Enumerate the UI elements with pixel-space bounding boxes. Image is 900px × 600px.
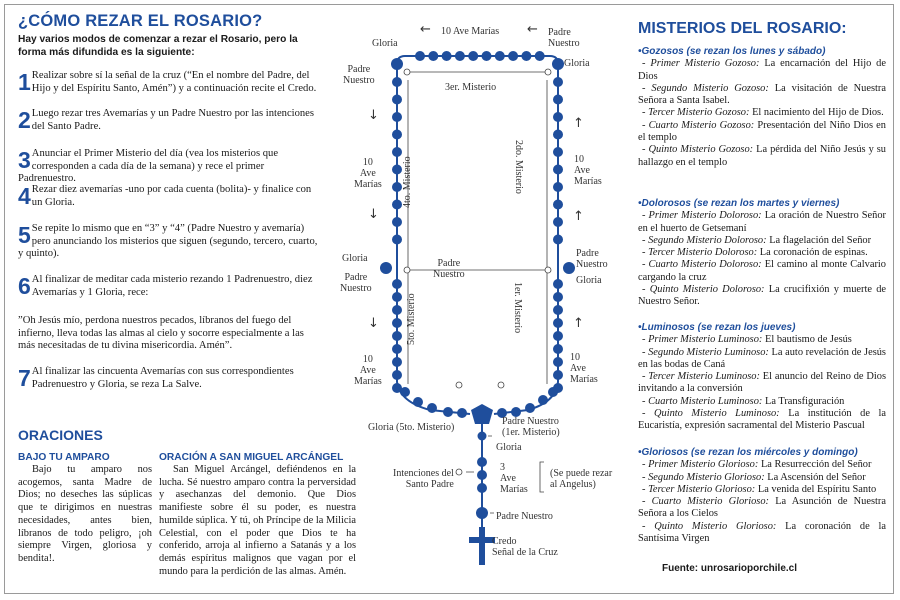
arrow-down-icon: ↓ xyxy=(368,108,379,123)
label-center-padre-nuestro: Padre Nuestro xyxy=(433,258,465,280)
ave-bead xyxy=(477,483,487,493)
label-angelus: (Se puede rezar al Angelus) xyxy=(550,468,613,490)
oraciones-heading: ORACIONES xyxy=(18,427,103,443)
arrow-down-icon: ↓ xyxy=(368,316,379,331)
san-miguel-text: San Miguel Arcángel, defiéndenos en la lucha. Sé nuestro amparo contra la perversidad y asechanzas del demonio. Que Dios manifieste sobre él su poder, es nuestra humilde súplica. Y tú, oh Príncipe de la Milicia Celestial, con el poder que Dios te ha conferido, arroja al infierno a Satanás y a los demás espíritus malignos que vagan por el mundo para la perdición de las almas. Amén. xyxy=(159,464,356,577)
step-text: Anunciar el Primer Misterio del día (vea los misterios que corresponden a cada día de la semana) y rece el primer Padrenuestro. xyxy=(18,148,279,185)
ave-bead xyxy=(392,165,402,175)
misterio-item: - Cuarto Misterio Glorioso: La Asunción de Nuestra Señora a los Cielos xyxy=(638,496,886,520)
ave-bead xyxy=(521,51,531,61)
ave-bead xyxy=(553,147,563,157)
misterios-group xyxy=(638,447,886,545)
label-padre-nuestro: Padre Nuestro xyxy=(340,272,372,294)
ave-bead xyxy=(477,457,487,467)
arrow-left-icon: ← xyxy=(420,22,431,37)
gloria-marker xyxy=(498,382,504,388)
ave-bead xyxy=(553,182,563,192)
label-gloria: Gloria xyxy=(342,253,368,264)
misterio-item: - Quinto Misterio Gozoso: La pérdida del Niño Jesús y su hallazgo en el templo xyxy=(638,144,886,168)
label-gloria: Gloria xyxy=(564,58,590,69)
misterio-item: - Segundo Misterio Doloroso: La flagelación del Señor xyxy=(642,234,872,246)
ave-bead xyxy=(392,344,402,354)
ave-bead xyxy=(392,305,402,315)
label-padre-nuestro: Padre Nuestro xyxy=(496,511,553,522)
ave-bead xyxy=(553,235,563,245)
ave-bead xyxy=(392,357,402,367)
misterio-item: - Segundo Misterio Luminoso: La auto revelación de Jesús en las bodas de Caná xyxy=(638,346,886,370)
ave-bead xyxy=(392,147,402,157)
group-title: •Dolorosos (se rezan los martes y viernes) xyxy=(638,198,840,209)
amparo-title: BAJO TU AMPARO xyxy=(18,452,110,463)
label-padre-nuestro: Padre Nuestro xyxy=(343,64,375,86)
ave-bead xyxy=(508,51,518,61)
misterio-item: - Tercer Misterio Gozoso: El nacimiento del Hijo de Dios. xyxy=(642,107,884,119)
ave-bead xyxy=(468,51,478,61)
misterio-item: - Tercer Misterio Luminoso: El anuncio del Reino de Dios invitando a la conversión xyxy=(638,371,886,395)
group-title: •Luminosos (se rezan los jueves) xyxy=(638,322,796,333)
label-intenciones: Intenciones del Santo Padre xyxy=(393,468,454,490)
group-title: •Gloriosos (se rezan los miércoles y domingo) xyxy=(638,447,858,458)
arrow-up-icon: ↑ xyxy=(573,116,584,131)
label-gloria: Gloria xyxy=(496,442,522,453)
ave-bead xyxy=(535,51,545,61)
san-miguel-title: ORACIÓN A SAN MIGUEL ARCÁNGEL xyxy=(159,452,344,463)
source-credit: Fuente: unrosarioporchile.cl xyxy=(662,563,798,574)
gloria-marker xyxy=(545,69,551,75)
arrow-down-icon: ↓ xyxy=(368,207,379,222)
ave-bead xyxy=(455,51,465,61)
arrow-up-icon: ↑ xyxy=(573,316,584,331)
step-number: 5 xyxy=(18,222,31,248)
label-avemarias: 10 Ave Marías xyxy=(354,354,382,387)
gloria-marker xyxy=(456,382,462,388)
intro-text: Hay varios modos de comenzar a rezar el Rosario, pero la forma más difundida es la siguiente: xyxy=(18,34,298,58)
ave-bead xyxy=(553,130,563,140)
ave-bead xyxy=(392,235,402,245)
misterio-item: - Segundo Misterio Glorioso: La Ascensión del Señor xyxy=(642,471,866,483)
label-avemarias: 10 Ave Marías xyxy=(574,154,602,187)
misterio-item: - Tercer Misterio Glorioso: La venida del Espíritu Santo xyxy=(642,483,877,495)
step-text: Rezar diez avemarías -uno por cada cuenta (bolita)- y finalice con un Gloria. xyxy=(31,184,312,208)
misterio-item: - Quinto Misterio Luminoso: La institución de la Eucaristía, expresión sacramental del Misterio Pascual xyxy=(638,408,887,432)
misterio-item: - Cuarto Misterio Doloroso: El camino al monte Calvario cargando la cruz xyxy=(638,259,886,283)
step-number: 6 xyxy=(18,273,31,299)
ave-bead xyxy=(392,182,402,192)
misterio-item: - Quinto Misterio Glorioso: La coronación de la Santísima Virgen xyxy=(638,520,886,545)
misterios-heading: MISTERIOS DEL ROSARIO: xyxy=(638,20,847,37)
step-text: Realizar sobre sí la señal de la cruz (“En el nombre del Padre, del Hijo y del Espíritu Santo, Amén”) y a continuación recite el Credo. xyxy=(31,70,317,94)
ave-bead xyxy=(538,395,548,405)
ave-bead xyxy=(413,397,423,407)
label-padre-1er: Padre Nuestro (1er. Misterio) xyxy=(502,416,560,438)
misterios-group xyxy=(638,198,886,309)
misterio-item: - Quinto Misterio Doloroso: La crucifixión y muerte de Nuestro Señor. xyxy=(638,284,886,308)
step-text: Se repite lo mismo que en “3” y “4” (Padre Nuestro y avemaría) pero anunciando los misterios que siguen (segundo, tercero, cuarto, y quinto). xyxy=(18,223,318,260)
label-avemarias: 10 Ave Marías xyxy=(354,157,382,190)
ave-bead xyxy=(443,407,453,417)
label-misterio-2: 2do. Misterio xyxy=(513,140,524,194)
arrow-up-icon: ↑ xyxy=(573,209,584,224)
label-gloria-5to: Gloria (5to. Misterio) xyxy=(368,422,455,433)
ave-bead xyxy=(553,112,563,122)
label-misterio-4: 4to. Misterio xyxy=(402,156,413,208)
ave-bead xyxy=(392,217,402,227)
ave-bead xyxy=(553,305,563,315)
ave-bead xyxy=(427,403,437,413)
label-avemarias: 10 Ave Marías xyxy=(570,352,598,385)
ave-bead xyxy=(392,370,402,380)
padre-nuestro-bead xyxy=(476,507,488,519)
label-misterio-1: 1er. Misterio xyxy=(512,282,523,334)
label-gloria: Gloria xyxy=(576,275,602,286)
step-number: 3 xyxy=(18,147,31,173)
gloria-marker xyxy=(456,469,462,475)
gloria-marker xyxy=(545,267,551,273)
label-padre-nuestro: Padre Nuestro xyxy=(548,27,580,49)
ave-bead xyxy=(392,95,402,105)
step-text: Al finalizar las cincuenta Avemarías con sus correspondientes Padrenuestro y Gloria, se reza La Salve. xyxy=(31,366,294,390)
gloria-marker xyxy=(404,69,410,75)
label-padre-nuestro: Padre Nuestro xyxy=(576,248,608,270)
misterios-group xyxy=(638,46,886,169)
label-credo: Credo Señal de la Cruz xyxy=(492,536,558,558)
step-number: 7 xyxy=(18,365,31,391)
ave-bead xyxy=(392,292,402,302)
ave-bead xyxy=(553,318,563,328)
ave-bead xyxy=(553,95,563,105)
padre-nuestro-bead xyxy=(391,58,403,70)
misterio-item: - Primer Misterio Gozoso: La encarnación del Hijo de Dios xyxy=(638,58,886,82)
step-number: 4 xyxy=(18,183,31,209)
ave-bead xyxy=(553,217,563,227)
misterio-item: - Tercer Misterio Doloroso: La coronación de espinas. xyxy=(642,247,868,259)
ave-bead xyxy=(495,51,505,61)
arrow-left-icon: ← xyxy=(527,22,538,37)
ave-bead xyxy=(482,51,492,61)
ave-bead xyxy=(553,200,563,210)
misterio-item: - Segundo Misterio Gozoso: La visitación de Nuestra Señora a Santa Isabel. xyxy=(638,82,886,107)
gloria-marker xyxy=(404,267,410,273)
ave-bead xyxy=(392,77,402,87)
ave-bead xyxy=(553,331,563,341)
step-number: 1 xyxy=(18,69,31,95)
padre-nuestro-bead xyxy=(563,262,575,274)
ave-bead xyxy=(548,387,558,397)
misterio-item: - Primer Misterio Glorioso: La Resurrección del Señor xyxy=(642,459,872,471)
step-6-prayer: ”Oh Jesús mío, perdona nuestros pecados, líbranos del fuego del infierno, lleva todas las almas al cielo y socorre especialmente a las más necesitadas de tu divina misericordia. Amén”. xyxy=(18,315,304,352)
gloria-bead xyxy=(478,432,487,441)
ave-bead xyxy=(392,318,402,328)
rosary-chain xyxy=(397,56,558,414)
label-misterio-3: 3er. Misterio xyxy=(445,82,497,93)
label-top-avemarias: 10 Ave Marías xyxy=(441,26,500,37)
ave-bead xyxy=(477,470,487,480)
ave-bead xyxy=(553,165,563,175)
amparo-text: Bajo tu amparo nos acogemos, santa Madre de Dios; no deseches las súplicas que te dirigimos en nuestras necesidades, antes bien, líbranos de todo peligro, ¡oh siempre Virgen, gloriosa y bendita!. xyxy=(18,464,152,564)
ave-bead xyxy=(553,357,563,367)
ave-bead xyxy=(553,292,563,302)
padre-nuestro-bead xyxy=(380,262,392,274)
ave-bead xyxy=(553,77,563,87)
misterio-item: - Cuarto Misterio Gozoso: Presentación del Niño Dios en el templo xyxy=(638,119,886,144)
step-text: Al finalizar de meditar cada misterio rezando 1 Padrenuestro, diez Avemarías y 1 Gloria, rece: xyxy=(31,274,313,298)
ave-bead xyxy=(428,51,438,61)
ave-bead xyxy=(392,130,402,140)
padre-nuestro-bead xyxy=(552,58,564,70)
misterios-group xyxy=(638,322,886,433)
step-text: Luego rezar tres Avemarías y un Padre Nuestro por las intenciones del Santo Padre. xyxy=(31,108,315,132)
ave-bead xyxy=(525,403,535,413)
ave-bead xyxy=(553,344,563,354)
inner-guide-lines xyxy=(408,72,547,384)
ave-bead xyxy=(400,387,410,397)
ave-bead xyxy=(392,200,402,210)
ave-bead xyxy=(392,112,402,122)
ave-bead xyxy=(415,51,425,61)
misterio-item: - Primer Misterio Doloroso: La oración de Nuestro Señor en el huerto de Getsemaní xyxy=(638,210,886,234)
step-number: 2 xyxy=(18,107,31,133)
medal-pentagon xyxy=(471,404,493,424)
ave-bead xyxy=(392,279,402,289)
label-misterio-5: 5to. Misterio xyxy=(406,293,417,345)
label-gloria: Gloria xyxy=(372,38,398,49)
ave-bead xyxy=(392,331,402,341)
misterio-item: - Primer Misterio Luminoso: El bautismo de Jesús xyxy=(642,334,852,346)
group-title: •Gozosos (se rezan los lunes y sábado) xyxy=(638,46,826,57)
ave-bead xyxy=(457,408,467,418)
ave-bead xyxy=(553,279,563,289)
ave-bead xyxy=(442,51,452,61)
page-title: ¿CÓMO REZAR EL ROSARIO? xyxy=(18,12,263,30)
misterio-item: - Cuarto Misterio Luminoso: La Transfiguración xyxy=(642,395,845,407)
ave-bead xyxy=(553,370,563,380)
label-three-avemarias: 3 Ave Marías xyxy=(500,462,528,495)
